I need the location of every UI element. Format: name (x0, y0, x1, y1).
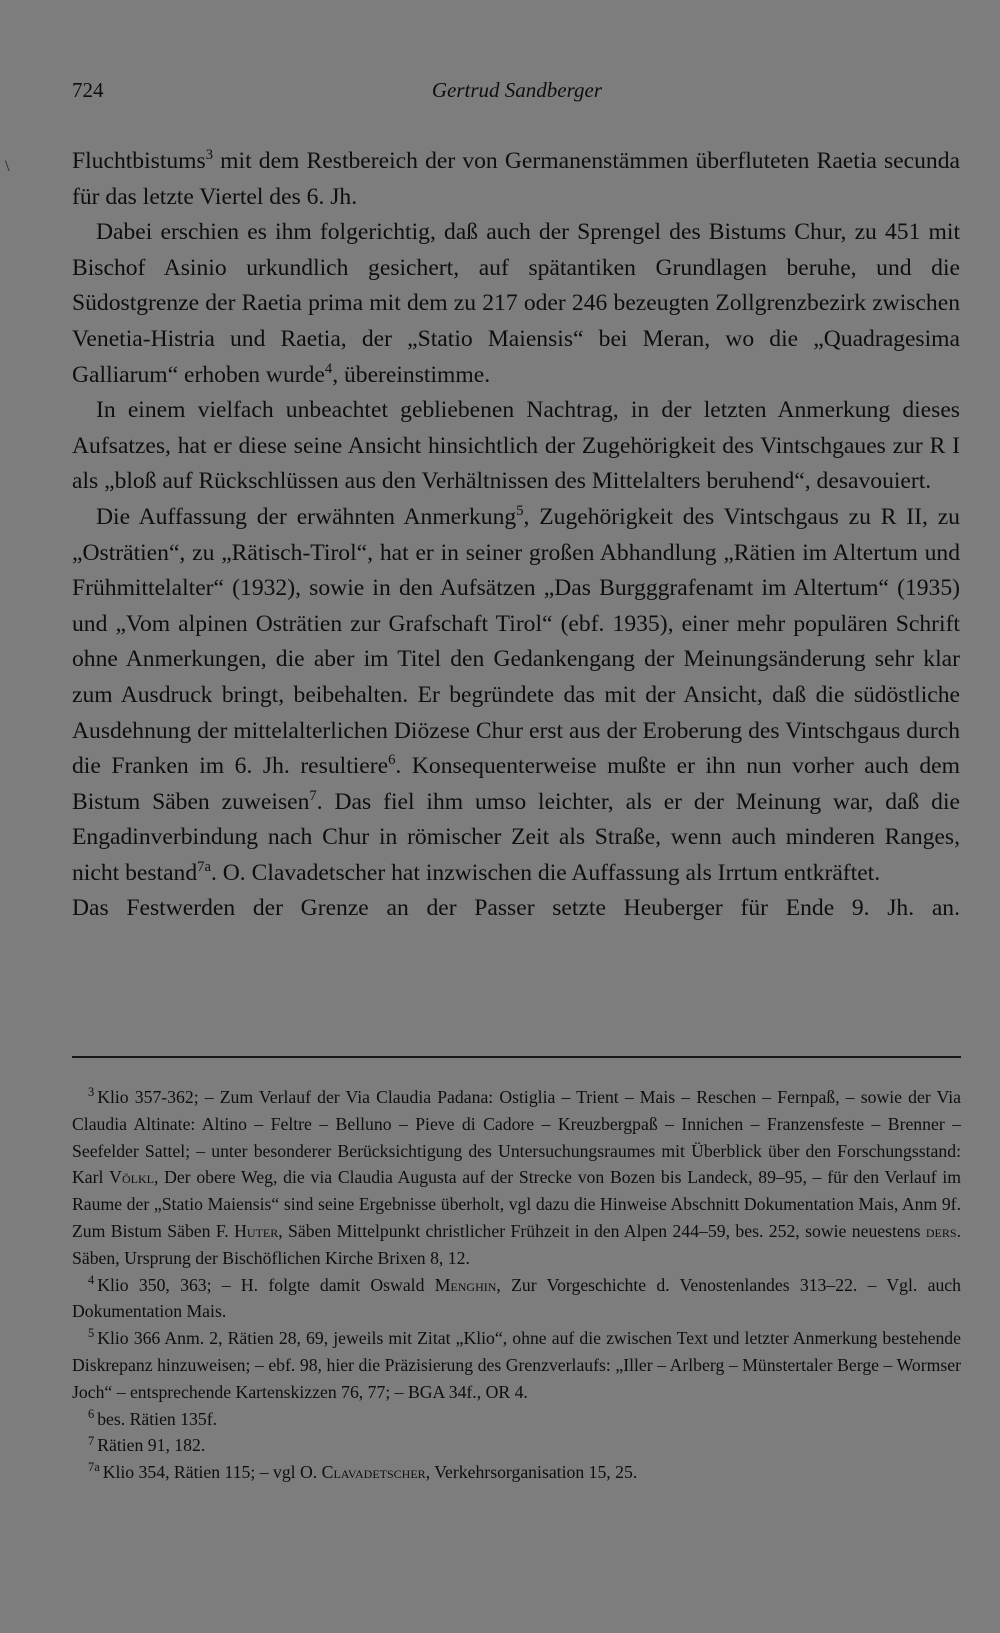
footnote-number: 3 (88, 1085, 95, 1100)
footnote-divider (72, 1056, 961, 1058)
footnote-ref-7a[interactable]: 7a (197, 858, 211, 875)
footnote-7a: $^{7a}$ Klio 354, Rätien 115; – vgl O. Clavadetscher, Verkehrsorganisation 15, 25. (88, 1460, 638, 1483)
footnote-ref-7[interactable]: 7 (309, 787, 317, 804)
paragraph-5: Das Festwerden der Grenze an der Passer setzte Heuberger für Ende 9. Jh. an. (72, 895, 960, 922)
footnote-number: 7 (88, 1433, 95, 1448)
author-name: Huter (234, 1220, 279, 1241)
footnote-4: $^4$ Klio 350, 363; – H. folgte damit Oswald Menghin, Zur Vorgeschichte d. Venostenlandes 313–22. – Vgl. auch Dokumentation Mais. (72, 1272, 961, 1322)
footnote-6: $^6$ bes. Rätien 135f. (88, 1406, 218, 1429)
footnote-3: $^3$ Klio 357-362; – Zum Verlauf der Via Claudia Padana: Ostiglia – Trient – Mais – Reschen – Fernpaß, – sowie der Via Claudia Altinate: Altino – Feltre – Belluno – Pieve di Cadore – Kreuzbergpaß – Innichen – Franzensfeste – Brenner – Seefelder Sattel; – unter besonderer Berücksichtigung des Untersuchungsraumes mit Überblick über den Forschungsstand: Karl Völkl, Der obere Weg, die via Claudia Augusta auf der Strecke von Bozen bis Landeck, 89–95, – für den Verlauf im Raume der „Statio Maiensis“ sind seine Ergebnisse überholt, vgl dazu die Hinweise Abschnitt Dokumentation Mais, Anm 9f. Zum Bistum Säben F. Huter, Säben Mittelpunkt christlicher Frühzeit in den Alpen 244–59, bes. 252, sowie neuestens ders. Säben, Ursprung der Bischöflichen Kirche Brixen 8, 12. (72, 1085, 961, 1268)
footnote-ref-4[interactable]: 4 (324, 360, 333, 377)
author-name: Völkl (109, 1167, 154, 1188)
author-name: Menghin (434, 1274, 497, 1295)
footnote-ref-3[interactable]: 3 (205, 146, 214, 163)
footnote-number: 7a (88, 1460, 100, 1475)
footnotes (72, 1084, 961, 1486)
footnote-number: 6 (88, 1406, 95, 1421)
footnote-ref-5[interactable]: 5 (516, 502, 524, 519)
footnote-7: $^7$ Rätien 91, 182. (88, 1433, 206, 1456)
main-text (72, 144, 960, 927)
paragraph-3: In einem vielfach unbeachtet gebliebenen Nachtrag, in der letzten Anmerkung dieses Aufsatzes, hat er diese seine Ansicht hinsichtlich der Zugehörigkeit des Vintschgaues zur R I als „bloß auf Rückschlüssen aus den Verhältnissen des Mittelalters beruhend“, desavouiert. (72, 397, 960, 495)
paragraph-1: Fluchtbistums$^3$ mit dem Restbereich der von Germanenstämmen überfluteten Raetia secunda für das letzte Viertel des 6. Jh. (72, 146, 960, 210)
stray-mark: \ (5, 158, 10, 175)
author-name: Clavadetscher (321, 1462, 426, 1483)
footnote-number: 5 (88, 1326, 95, 1341)
footnote-ref-6[interactable]: 6 (388, 752, 396, 769)
footnote-number: 4 (88, 1272, 95, 1287)
paragraph-2: Dabei erschien es ihm folgerichtig, daß auch der Sprengel des Bistums Chur, zu 451 mit Bischof Asinio urkundlich gesichert, auf spätantiken Grundlagen beruhe, und die Südostgrenze der Raetia prima mit dem zu 217 oder 246 bezeugten Zollgrenzbezirk zwischen Venetia-Histria und Raetia, der „Statio Maiensis“ bei Meran, wo die „Quadragesima Galliarum“ erhoben wurde$^4$, übereinstimme. (72, 219, 960, 388)
paragraph-4: Die Auffassung der erwähnten Anmerkung$^5$, Zugehörigkeit des Vintschgaus zu R II, zu „Osträtien“, zu „Rätisch-Tirol“, hat er in seiner großen Abhandlung „Rätien im Altertum und Frühmittelalter“ (1932), sowie in den Aufsätzen „Das Burgggrafenamt im Altertum“ (1935) und „Vom alpinen Osträtien zur Grafschaft Tirol“ (ebf. 1935), einer mehr populären Schrift ohne Anmerkungen, die aber im Titel den Gedankengang der Meinungsänderung sehr klar zum Ausdruck bringt, beibehalten. Er begründete das mit der Ansicht, daß die südöstliche Ausdehnung der mittelalterlichen Diözese Chur erst aus der Eroberung des Vintschgaus durch die Franken im 6. Jh. resultiere$^6$. Konsequenterweise mußte er ihn nun vorher auch dem Bistum Säben zuweisen$^7$. Das fiel ihm umso leichter, als er der Meinung war, daß die Engadinverbindung nach Chur in römischer Zeit als Straße, wenn auch minderen Ranges, nicht bestand$^{7a}$. O. Clavadetscher hat inzwischen die Auffassung als Irrtum entkräftet. (72, 502, 960, 886)
page-number: 724 (72, 78, 104, 102)
footnote-5: $^5$ Klio 366 Anm. 2, Rätien 28, 69, jeweils mit Zitat „Klio“, ohne auf die zwischen Text und letzter Anmerkung bestehende Diskrepanz hinzuweisen; – ebf. 98, hier die Präzisierung des Grenzverlaufs: „Iller – Arlberg – Münstertaler Berge – Wormser Joch“ – entsprechende Kartenskizzen 76, 77; – BGA 34f., OR 4. (72, 1326, 961, 1402)
author-name: ders (925, 1220, 957, 1241)
running-head-author: Gertrud Sandberger (431, 78, 602, 102)
